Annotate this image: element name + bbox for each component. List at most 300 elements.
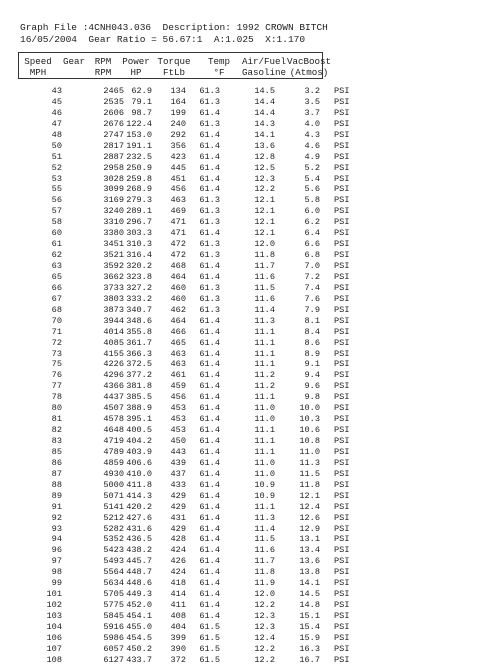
unit-label: PSI	[334, 86, 350, 96]
table-cell: 289.1	[126, 206, 152, 217]
table-cell: 61.4	[199, 600, 220, 611]
unit-label: PSI	[334, 228, 350, 239]
table-cell: 11.1	[254, 359, 275, 370]
table-cell: 12.3	[254, 173, 275, 184]
table-cell: 86	[51, 457, 62, 468]
table-cell: 91	[51, 501, 62, 512]
table-cell: 3521	[103, 250, 124, 261]
unit-label: PSI	[334, 425, 350, 436]
table-cell: 62.9	[131, 86, 152, 96]
unit-label: PSI	[334, 217, 350, 228]
column-header-title: Air/Fuel	[241, 56, 287, 67]
unit-label: PSI	[334, 545, 350, 556]
table-cell: 11.4	[254, 523, 275, 534]
table-cell: 88	[51, 479, 62, 490]
table-cell: 418	[170, 578, 186, 589]
unit-label: PSI	[334, 261, 350, 271]
table-cell: 4859	[103, 457, 124, 468]
table-cell: 11.1	[254, 446, 275, 457]
table-cell: 66	[51, 282, 62, 293]
table-cell: 5282	[103, 523, 124, 534]
table-cell: 453	[170, 414, 186, 425]
unit-label: PSI	[334, 151, 350, 162]
table-cell: 2535	[103, 96, 124, 107]
table-cell: 11.9	[254, 578, 275, 589]
table-row	[0, 228, 480, 239]
table-cell: 61.4	[199, 446, 220, 457]
table-cell: 99	[51, 578, 62, 589]
table-row	[0, 370, 480, 381]
table-cell: 9.4	[304, 370, 320, 381]
unit-label: PSI	[334, 589, 350, 600]
table-cell: 3.7	[304, 107, 320, 118]
table-cell: 414.3	[126, 490, 152, 501]
data-table	[0, 86, 480, 666]
table-cell: 450.2	[126, 643, 152, 654]
column-header-unit: Gasoline	[241, 67, 287, 78]
table-row	[0, 578, 480, 589]
table-row	[0, 152, 480, 163]
table-cell: 460	[170, 282, 186, 293]
table-cell: 61	[51, 239, 62, 250]
table-cell: 50	[51, 140, 62, 151]
table-cell: 459	[170, 381, 186, 392]
table-cell: 259.8	[126, 173, 152, 184]
table-cell: 2958	[103, 162, 124, 173]
table-cell: 4.0	[304, 118, 320, 129]
table-cell: 12.2	[254, 184, 275, 195]
table-cell: 12.0	[254, 589, 275, 600]
column-header-title: RPM	[94, 56, 112, 67]
table-cell: 5.6	[304, 184, 320, 195]
table-cell: 5775	[103, 600, 124, 611]
table-cell: 14.5	[254, 86, 275, 96]
table-cell: 12.2	[254, 643, 275, 654]
table-cell: 414	[170, 589, 186, 600]
table-cell: 61.3	[199, 206, 220, 217]
table-cell: 10.9	[254, 479, 275, 490]
table-cell: 411	[170, 600, 186, 611]
unit-label: PSI	[334, 359, 350, 370]
table-cell: 61.3	[199, 304, 220, 315]
table-cell: 134	[170, 86, 186, 96]
table-cell: 433.7	[126, 654, 152, 665]
table-cell: 61.4	[199, 359, 220, 370]
table-cell: 89	[51, 490, 62, 501]
table-cell: 16.3	[299, 643, 320, 654]
unit-label: PSI	[334, 501, 350, 512]
table-cell: 11.5	[299, 468, 320, 479]
table-row	[0, 283, 480, 294]
table-cell: 55	[51, 184, 62, 195]
table-cell: 122.4	[126, 118, 152, 129]
table-cell: 12.4	[299, 501, 320, 512]
table-cell: 445.7	[126, 556, 152, 567]
table-row	[0, 633, 480, 644]
table-cell: 6.8	[304, 250, 320, 261]
table-cell: 4930	[103, 468, 124, 479]
table-cell: 424	[170, 567, 186, 578]
unit-label: PSI	[334, 446, 350, 457]
table-cell: 3451	[103, 239, 124, 250]
table-cell: 94	[51, 534, 62, 545]
table-row	[0, 502, 480, 513]
table-cell: 464	[170, 271, 186, 282]
table-cell: 2887	[103, 151, 124, 162]
table-row	[0, 458, 480, 469]
table-cell: 78	[51, 392, 62, 403]
column-header-title: Power	[122, 56, 150, 67]
table-cell: 11.2	[254, 370, 275, 381]
table-cell: 56	[51, 195, 62, 206]
table-cell: 348.6	[126, 315, 152, 326]
table-cell: 439	[170, 457, 186, 468]
table-cell: 356	[170, 140, 186, 151]
column-header-unit: °F	[213, 67, 225, 78]
table-cell: 453	[170, 403, 186, 414]
table-cell: 5916	[103, 621, 124, 632]
table-cell: 452.0	[126, 600, 152, 611]
unit-label: PSI	[334, 534, 350, 545]
table-cell: 5352	[103, 534, 124, 545]
table-row	[0, 524, 480, 535]
table-row	[0, 392, 480, 403]
table-cell: 292	[170, 129, 186, 140]
table-cell: 4226	[103, 359, 124, 370]
table-cell: 61.3	[199, 293, 220, 304]
table-cell: 11.0	[254, 468, 275, 479]
column-header-unit: (Atmos)	[289, 67, 329, 78]
table-cell: 98.7	[131, 107, 152, 118]
table-row	[0, 327, 480, 338]
column-header-title: Gear	[62, 56, 86, 67]
table-row	[0, 436, 480, 447]
table-cell: 372	[170, 654, 186, 665]
unit-label: PSI	[334, 457, 350, 468]
unit-label: PSI	[334, 337, 350, 348]
table-cell: 9.1	[304, 359, 320, 370]
table-cell: 98	[51, 567, 62, 578]
table-cell: 4155	[103, 348, 124, 359]
table-cell: 12.1	[254, 228, 275, 239]
table-cell: 6.4	[304, 228, 320, 239]
table-cell: 12.3	[254, 621, 275, 632]
table-cell: 5986	[103, 632, 124, 643]
unit-label: PSI	[334, 304, 350, 315]
table-row	[0, 567, 480, 578]
unit-label: PSI	[334, 140, 350, 151]
table-cell: 61.4	[199, 468, 220, 479]
table-cell: 303.3	[126, 228, 152, 239]
table-cell: 61.3	[199, 250, 220, 261]
table-cell: 11.1	[254, 326, 275, 337]
unit-label: PSI	[334, 468, 350, 479]
table-cell: 5.2	[304, 162, 320, 173]
table-cell: 9.6	[304, 381, 320, 392]
unit-label: PSI	[334, 326, 350, 337]
table-cell: 472	[170, 239, 186, 250]
table-cell: 16.7	[299, 654, 320, 665]
table-cell: 453	[170, 425, 186, 436]
unit-label: PSI	[334, 567, 350, 578]
table-cell: 366.3	[126, 348, 152, 359]
table-cell: 61.4	[199, 589, 220, 600]
unit-label: PSI	[334, 96, 350, 107]
table-cell: 61.4	[199, 326, 220, 337]
table-cell: 333.2	[126, 293, 152, 304]
table-cell: 385.5	[126, 392, 152, 403]
table-cell: 4366	[103, 381, 124, 392]
column-header-title: VacBoost	[286, 56, 332, 67]
table-cell: 61.4	[199, 425, 220, 436]
table-cell: 2465	[103, 86, 124, 96]
table-cell: 12.5	[254, 162, 275, 173]
table-cell: 460	[170, 293, 186, 304]
table-cell: 388.9	[126, 403, 152, 414]
unit-label: PSI	[334, 250, 350, 261]
table-cell: 82	[51, 425, 62, 436]
table-cell: 469	[170, 206, 186, 217]
table-cell: 73	[51, 348, 62, 359]
table-cell: 11.0	[254, 403, 275, 414]
table-cell: 437	[170, 468, 186, 479]
table-cell: 61.3	[199, 239, 220, 250]
unit-label: PSI	[334, 118, 350, 129]
table-cell: 12.2	[254, 654, 275, 665]
table-cell: 4.3	[304, 129, 320, 140]
table-cell: 320.2	[126, 261, 152, 271]
table-cell: 463	[170, 348, 186, 359]
table-cell: 12.9	[299, 523, 320, 534]
table-cell: 6.6	[304, 239, 320, 250]
table-row	[0, 174, 480, 185]
table-cell: 61.4	[199, 556, 220, 567]
unit-label: PSI	[334, 600, 350, 611]
table-cell: 3733	[103, 282, 124, 293]
table-cell: 472	[170, 250, 186, 261]
table-cell: 3873	[103, 304, 124, 315]
table-cell: 61.3	[199, 217, 220, 228]
header-line-2: 16/05/2004 Gear Ratio = 56.67:1 A:1.025 X:1.170	[20, 34, 306, 45]
table-row	[0, 250, 480, 261]
table-cell: 5845	[103, 611, 124, 621]
table-cell: 438.2	[126, 545, 152, 556]
table-cell: 471	[170, 228, 186, 239]
table-cell: 5.8	[304, 195, 320, 206]
table-cell: 62	[51, 250, 62, 261]
table-cell: 61.4	[199, 140, 220, 151]
table-cell: 404.2	[126, 436, 152, 446]
table-cell: 61.4	[199, 578, 220, 589]
table-cell: 11.6	[254, 545, 275, 556]
header-line-1: Graph File :4CNH043.036 Description: 1992 CROWN BITCH	[20, 22, 328, 33]
table-cell: 67	[51, 293, 62, 304]
table-cell: 61.4	[199, 512, 220, 523]
table-cell: 60	[51, 228, 62, 239]
table-cell: 11.1	[254, 348, 275, 359]
table-cell: 10.3	[299, 414, 320, 425]
table-cell: 45	[51, 96, 62, 107]
table-cell: 4578	[103, 414, 124, 425]
table-cell: 3240	[103, 206, 124, 217]
table-cell: 424	[170, 545, 186, 556]
table-row	[0, 600, 480, 611]
unit-label: PSI	[334, 414, 350, 425]
table-cell: 71	[51, 326, 62, 337]
table-cell: 448.6	[126, 578, 152, 589]
table-cell: 61.4	[199, 370, 220, 381]
table-cell: 468	[170, 261, 186, 271]
table-cell: 454.5	[126, 632, 152, 643]
unit-label: PSI	[334, 293, 350, 304]
table-cell: 3662	[103, 271, 124, 282]
table-cell: 7.6	[304, 293, 320, 304]
table-cell: 445	[170, 162, 186, 173]
table-cell: 404	[170, 621, 186, 632]
table-cell: 6057	[103, 643, 124, 654]
unit-label: PSI	[334, 381, 350, 392]
table-cell: 3310	[103, 217, 124, 228]
table-cell: 75	[51, 359, 62, 370]
table-cell: 81	[51, 414, 62, 425]
table-cell: 96	[51, 545, 62, 556]
unit-label: PSI	[334, 436, 350, 446]
table-row	[0, 261, 480, 272]
table-cell: 461	[170, 370, 186, 381]
table-cell: 443	[170, 446, 186, 457]
table-cell: 70	[51, 315, 62, 326]
table-row	[0, 534, 480, 545]
table-cell: 4719	[103, 436, 124, 446]
table-cell: 429	[170, 490, 186, 501]
table-cell: 5.4	[304, 173, 320, 184]
table-cell: 463	[170, 195, 186, 206]
table-cell: 8.4	[304, 326, 320, 337]
table-row	[0, 130, 480, 141]
table-cell: 61.3	[199, 282, 220, 293]
table-cell: 11.4	[254, 304, 275, 315]
table-cell: 153.0	[126, 129, 152, 140]
table-cell: 456	[170, 392, 186, 403]
table-cell: 14.1	[254, 129, 275, 140]
table-cell: 451	[170, 173, 186, 184]
table-row	[0, 381, 480, 392]
table-cell: 11.2	[254, 381, 275, 392]
unit-label: PSI	[334, 643, 350, 654]
table-cell: 6.0	[304, 206, 320, 217]
table-row	[0, 316, 480, 327]
table-cell: 3.5	[304, 96, 320, 107]
column-header-title: Speed	[24, 56, 52, 67]
table-cell: 11.6	[254, 293, 275, 304]
table-cell: 61.3	[199, 96, 220, 107]
unit-label: PSI	[334, 370, 350, 381]
table-cell: 11.0	[299, 446, 320, 457]
unit-label: PSI	[334, 578, 350, 589]
table-cell: 395.1	[126, 414, 152, 425]
unit-label: PSI	[334, 195, 350, 206]
table-cell: 11.6	[254, 271, 275, 282]
table-cell: 4.6	[304, 140, 320, 151]
table-cell: 85	[51, 446, 62, 457]
table-cell: 11.5	[254, 534, 275, 545]
table-cell: 406.6	[126, 457, 152, 468]
table-cell: 455.0	[126, 621, 152, 632]
unit-label: PSI	[334, 315, 350, 326]
table-cell: 10.8	[299, 436, 320, 446]
table-cell: 13.4	[299, 545, 320, 556]
table-cell: 43	[51, 86, 62, 96]
table-cell: 107	[46, 643, 62, 654]
table-cell: 7.9	[304, 304, 320, 315]
table-cell: 2747	[103, 129, 124, 140]
table-cell: 436.5	[126, 534, 152, 545]
table-cell: 4085	[103, 337, 124, 348]
table-cell: 61.4	[199, 173, 220, 184]
table-cell: 48	[51, 129, 62, 140]
table-cell: 15.4	[299, 621, 320, 632]
table-cell: 4.9	[304, 151, 320, 162]
table-cell: 61.4	[199, 337, 220, 348]
table-cell: 12.1	[254, 195, 275, 206]
table-cell: 464	[170, 315, 186, 326]
table-cell: 68	[51, 304, 62, 315]
table-cell: 191.1	[126, 140, 152, 151]
table-row	[0, 294, 480, 305]
table-cell: 11.1	[254, 436, 275, 446]
table-cell: 2676	[103, 118, 124, 129]
table-cell: 5000	[103, 479, 124, 490]
table-cell: 11.1	[254, 425, 275, 436]
unit-label: PSI	[334, 621, 350, 632]
column-header-unit: HP	[130, 67, 142, 78]
table-cell: 61.4	[199, 151, 220, 162]
table-cell: 61.4	[199, 228, 220, 239]
table-cell: 296.7	[126, 217, 152, 228]
table-cell: 80	[51, 403, 62, 414]
table-cell: 11.1	[254, 501, 275, 512]
table-cell: 456	[170, 184, 186, 195]
table-cell: 3169	[103, 195, 124, 206]
unit-label: PSI	[334, 512, 350, 523]
table-row	[0, 556, 480, 567]
table-cell: 14.4	[254, 107, 275, 118]
table-cell: 104	[46, 621, 62, 632]
table-row	[0, 272, 480, 283]
table-cell: 310.3	[126, 239, 152, 250]
table-cell: 408	[170, 611, 186, 621]
table-cell: 316.4	[126, 250, 152, 261]
table-cell: 61.5	[199, 621, 220, 632]
table-cell: 61.4	[199, 107, 220, 118]
table-cell: 4296	[103, 370, 124, 381]
table-row	[0, 611, 480, 622]
unit-label: PSI	[334, 173, 350, 184]
table-cell: 61.3	[199, 118, 220, 129]
unit-label: PSI	[334, 392, 350, 403]
table-cell: 76	[51, 370, 62, 381]
table-cell: 3.2	[304, 86, 320, 96]
table-cell: 10.0	[299, 403, 320, 414]
table-cell: 433	[170, 479, 186, 490]
table-cell: 7.0	[304, 261, 320, 271]
table-cell: 449.3	[126, 589, 152, 600]
unit-label: PSI	[334, 611, 350, 621]
column-header-title: Temp	[207, 56, 231, 67]
table-cell: 164	[170, 96, 186, 107]
table-cell: 61.4	[199, 414, 220, 425]
table-cell: 403.9	[126, 446, 152, 457]
